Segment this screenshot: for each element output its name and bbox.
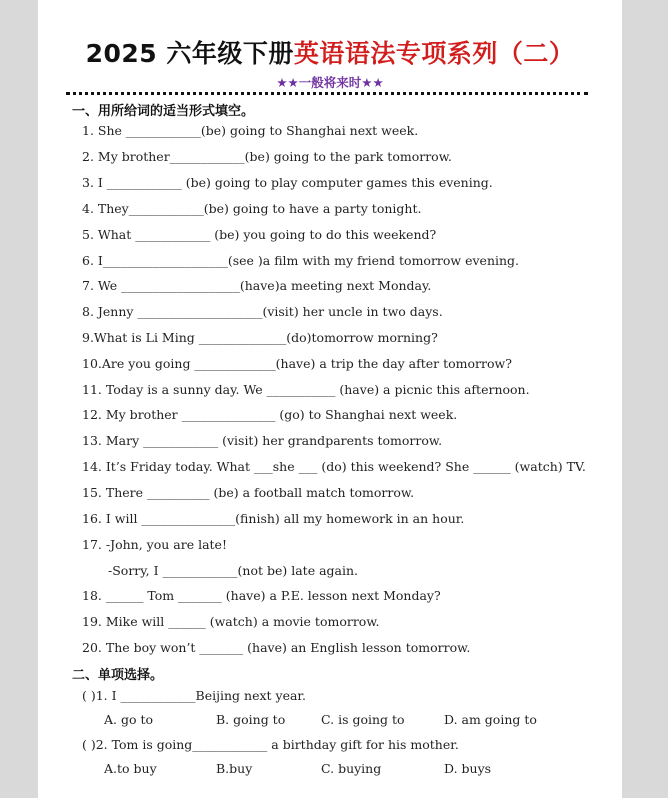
choice-question-2: ( )2. Tom is going____________ a birthday gift for his mother.	[82, 737, 459, 752]
choice-2-option-b: B.buy	[216, 761, 253, 776]
exercise-item-20: 20. The boy won’t _______ (have) an English lesson tomorrow.	[82, 640, 471, 655]
section1-heading: 一、用所给词的适当形式填空。	[72, 104, 255, 119]
exercise-item-19: 19. Mike will ______ (watch) a movie tomorrow.	[82, 614, 380, 629]
choice-1-option-b: B. going to	[216, 712, 286, 727]
exercise-item-13: 13. Mary ____________ (visit) her grandparents tomorrow.	[82, 433, 443, 448]
title-highlight: 英语语法专项系列（二）	[293, 39, 575, 68]
exercise-item-14: 14. It’s Friday today. What ___she ___ (do) this weekend? She ______ (watch) TV.	[82, 459, 586, 474]
exercise-item-7: 7. We ___________________(have)a meeting next Monday.	[82, 278, 432, 293]
choice-question-1: ( )1. I ____________Beijing next year.	[82, 688, 306, 703]
exercise-item-11: 11. Today is a sunny day. We ___________ (have) a picnic this afternoon.	[82, 382, 530, 397]
exercise-item-17-reply: -Sorry, I ____________(not be) late again.	[108, 563, 358, 578]
page-title	[38, 34, 622, 70]
exercise-item-9: 9.What is Li Ming ______________(do)tomorrow morning?	[82, 330, 438, 345]
exercise-item-12: 12. My brother _______________ (go) to Shanghai next week.	[82, 407, 458, 422]
exercise-item-5: 5. What ____________ (be) you going to do this weekend?	[82, 227, 437, 242]
section2-heading: 二、单项选择。	[72, 668, 164, 683]
choice-1-option-a: A. go to	[104, 712, 154, 727]
choice-1-option-c: C. is going to	[321, 712, 405, 727]
choice-2-option-c: C. buying	[321, 761, 382, 776]
choice-2-option-d: D. buys	[444, 761, 492, 776]
document-page	[38, 0, 622, 798]
choice-2-option-a: A.to buy	[104, 761, 157, 776]
choice-1-option-d: D. am going to	[444, 712, 537, 727]
exercise-item-2: 2. My brother____________(be) going to the park tomorrow.	[82, 149, 452, 164]
exercise-item-4: 4. They____________(be) going to have a party tonight.	[82, 201, 422, 216]
exercise-item-1: 1. She ____________(be) going to Shanghai next week.	[82, 123, 419, 138]
exercise-item-3: 3. I ____________ (be) going to play computer games this evening.	[82, 175, 493, 190]
exercise-item-10: 10.Are you going _____________(have) a trip the day after tomorrow?	[82, 356, 512, 371]
title-prefix: 2025 六年级下册	[85, 39, 294, 68]
exercise-item-16: 16. I will _______________(finish) all my homework in an hour.	[82, 511, 465, 526]
exercise-item-17: 17. -John, you are late!	[82, 537, 227, 552]
exercise-item-15: 15. There __________ (be) a football match tomorrow.	[82, 485, 415, 500]
exercise-item-6: 6. I____________________(see )a film with my friend tomorrow evening.	[82, 253, 520, 268]
exercise-item-18: 18. ______ Tom _______ (have) a P.E. lesson next Monday?	[82, 588, 441, 603]
page-subtitle: ★★一般将来时★★	[276, 75, 384, 90]
exercise-item-8: 8. Jenny ____________________(visit) her uncle in two days.	[82, 304, 443, 319]
dotted-divider	[66, 92, 588, 95]
